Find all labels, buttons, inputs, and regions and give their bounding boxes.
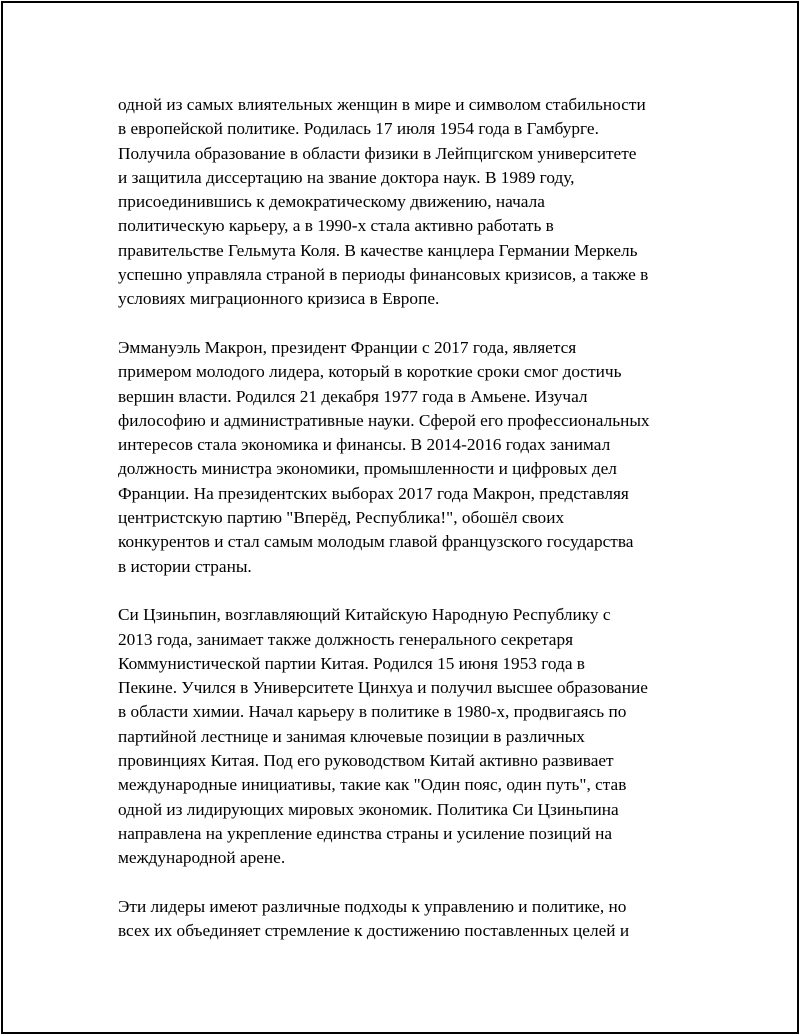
text-line: присоединившись к демократическому движению, начала: [118, 192, 545, 212]
text-line: 2013 года, занимает также должность генерального секретаря: [118, 629, 574, 649]
text-line: Си Цзиньпин, возглавляющий Китайскую Народную Республику с: [118, 605, 611, 625]
text-line: правительстве Гельмута Коля. В качестве канцлера Германии Меркель: [118, 240, 638, 260]
text-line: партийной лестнице и занимая ключевые позиции в различных: [118, 726, 585, 746]
text-line: всех их объединяет стремление к достижению поставленных целей и: [118, 921, 630, 941]
text-line: конкурентов и стал самым молодым главой французского государства: [118, 532, 634, 552]
text-line: Эммануэль Макрон, президент Франции с 2017 года, является: [118, 337, 577, 357]
text-line: в области химии. Начал карьеру в политике в 1980-х, продвигаясь по: [118, 702, 627, 722]
text-line: Эти лидеры имеют различные подходы к управлению и политике, но: [118, 896, 627, 916]
text-line: одной из лидирующих мировых экономик. Политика Си Цзиньпина: [118, 799, 619, 819]
text-line: Получила образование в области физики в Лейпцигском университете: [118, 143, 637, 163]
paragraph-conclusion: [118, 895, 698, 944]
text-line: центристскую партию "Вперёд, Республика!", обошёл своих: [118, 508, 565, 528]
text-line: философию и административные науки. Сферой его профессиональных: [118, 410, 650, 430]
text-line: международные инициативы, такие как "Один пояс, один путь", став: [118, 775, 627, 795]
text-line: успешно управляла страной в периоды финансовых кризисов, а также в: [118, 265, 649, 285]
text-line: направлена на укрепление единства страны и усиление позиций на: [118, 823, 612, 843]
text-line: Пекине. Учился в Университете Цинхуа и получил высшее образование: [118, 678, 648, 698]
text-line: вершин власти. Родился 21 декабря 1977 года в Амьене. Изучал: [118, 386, 588, 406]
text-line: примером молодого лидера, который в короткие сроки смог достичь: [118, 362, 622, 382]
document-body: [118, 93, 698, 968]
text-line: одной из самых влиятельных женщин в мире и символом стабильности: [118, 95, 646, 114]
text-line: должность министра экономики, промышленности и цифровых дел: [118, 459, 617, 479]
paragraph-xi: [118, 603, 698, 870]
paragraph-macron: [118, 336, 698, 579]
text-line: условиях миграционного кризиса в Европе.: [118, 289, 440, 309]
text-line: провинциях Китая. Под его руководством Китай активно развивает: [118, 751, 614, 771]
text-line: интересов стала экономика и финансы. В 2014-2016 годах занимал: [118, 435, 611, 455]
text-line: в европейской политике. Родилась 17 июля 1954 года в Гамбурге.: [118, 119, 599, 139]
text-line: политическую карьеру, а в 1990-х стала активно работать в: [118, 216, 554, 236]
text-line: и защитила диссертацию на звание доктора наук. В 1989 году,: [118, 167, 575, 187]
text-line: международной арене.: [118, 848, 286, 868]
paragraph-merkel: [118, 93, 698, 312]
text-line: Франции. На президентских выборах 2017 года Макрон, представляя: [118, 483, 629, 503]
text-line: Коммунистической партии Китая. Родился 15 июня 1953 года в: [118, 653, 585, 673]
text-line: в истории страны.: [118, 556, 252, 576]
